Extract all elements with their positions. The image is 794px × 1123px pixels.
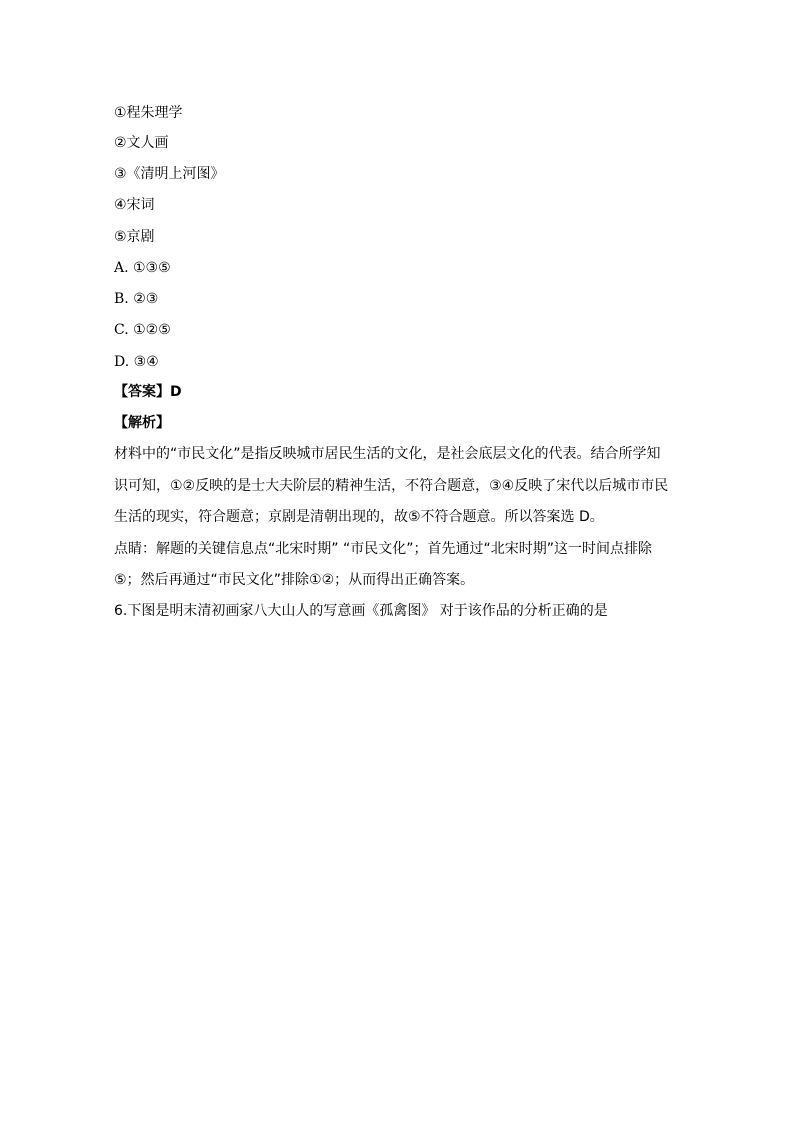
next-question: 6.下图是明末清初画家八大山人的写意画《孤禽图》 对于该作品的分析正确的是	[114, 603, 608, 619]
analysis-line-3: 生活的现实，符合题意；京剧是清朝出现的，故⑤不符合题意。所以答案选 D。	[114, 509, 604, 525]
tip-line-1: 点睛：解题的关键信息点“北宋时期” “市民文化”；首先通过“北宋时期”这一时间点排除	[114, 541, 652, 557]
option-a: A. ①③⑤	[114, 260, 171, 276]
answer: 【答案】D	[114, 384, 182, 400]
analysis-heading: 【解析】	[114, 415, 170, 431]
option-b: B. ②③	[114, 291, 159, 307]
item-3: ③《清明上河图》	[114, 166, 225, 182]
item-2: ②文人画	[114, 135, 169, 151]
item-1: ①程朱理学	[114, 105, 183, 121]
tip-line-2: ⑤；然后再通过“市民文化”排除①②；从而得出正确答案。	[114, 572, 475, 588]
item-5: ⑤京剧	[114, 229, 155, 245]
analysis-line-2: 识可知，①②反映的是士大夫阶层的精神生活，不符合题意，③④反映了宋代以后城市市民	[114, 478, 669, 494]
option-c: C. ①②⑤	[114, 322, 171, 338]
option-d: D. ③④	[114, 354, 159, 370]
item-4: ④宋词	[114, 197, 155, 213]
analysis-line-1: 材料中的“市民文化”是指反映城市居民生活的文化，是社会底层文化的代表。结合所学知	[114, 446, 661, 462]
